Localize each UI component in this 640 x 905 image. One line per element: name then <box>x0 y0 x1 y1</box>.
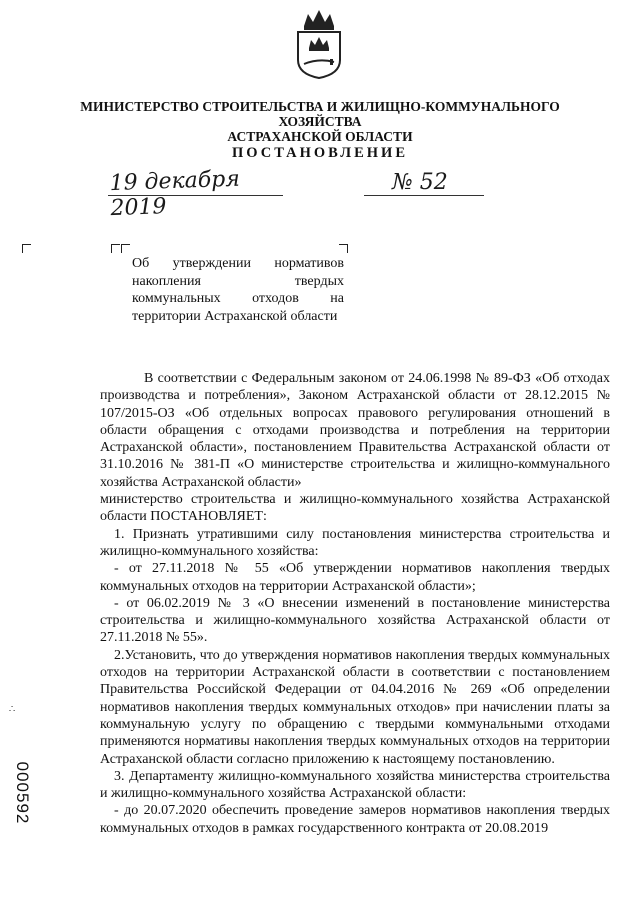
item-1-b: - от 06.02.2019 № 3 «О внесении изменений в постановление министерства строительства и жилищно-коммунального хозяйства Астраханской области от 27.11.2018 № 55». <box>100 595 610 646</box>
margin-mark: ∴ <box>8 704 16 715</box>
document-body <box>100 370 610 837</box>
handwritten-date: 19 декабря 2019 <box>109 166 241 222</box>
corner-mark <box>111 244 120 253</box>
document-type: ПОСТАНОВЛЕНИЕ <box>231 145 408 161</box>
corner-mark <box>339 244 348 253</box>
ministry-name <box>40 99 600 144</box>
document-subject: Об утверждении нормативов накопления твердых коммунальных отходов на территории Астраханской области <box>132 256 344 324</box>
number-underline <box>364 195 484 196</box>
item-3-a: - до 20.07.2020 обеспечить проведение замеров нормативов накопления твердых коммунальных отходов в рамках государственного контракта от 20.08.2019 <box>100 803 610 836</box>
registration-number: 000592 <box>13 761 32 825</box>
item-3: 3. Департаменту жилищно-коммунального хозяйства министерства строительства и жилищно-коммунального хозяйства Астраханской области: <box>100 768 610 802</box>
coat-of-arms-icon <box>294 8 344 80</box>
ministry-line-1: МИНИСТЕРСТВО СТРОИТЕЛЬСТВА И ЖИЛИЩНО-КОММУНАЛЬНОГО ХОЗЯЙСТВА <box>80 99 560 129</box>
item-1-a: - от 27.11.2018 № 55 «Об утверждении нормативов накопления твердых коммунальных отходов на территории Астраханской области»; <box>100 561 610 594</box>
item-2: 2.Установить, что до утверждения нормативов накопления твердых коммунальных отходов на территории Астраханской области в соответствии с постановлением Правительства Российской Федерации от 04.04.2016 № 269 «Об определении нормативов накопления твердых коммунальных отходов» при начислении платы за коммунальную услугу по обращению с твердыми коммунальными отходами применяются нормативы накопления твердых коммунальных отходов на территории Астраханской области согласно приложению к настоящему постановлению. <box>100 647 610 767</box>
ministry-line-2: АСТРАХАНСКОЙ ОБЛАСТИ <box>227 129 413 144</box>
corner-mark <box>22 244 31 253</box>
date-underline <box>108 195 283 196</box>
resolves-paragraph: министерство строительства и жилищно-коммунального хозяйства Астраханской области ПОСТАНОВЛЯЕТ: <box>100 492 610 525</box>
corner-mark <box>121 244 130 253</box>
intro-paragraph: В соответствии с Федеральным законом от 24.06.1998 № 89-ФЗ «Об отходах производства и потребления», Законом Астраханской области от 28.12.2015 № 107/2015-ОЗ «Об отдельных вопросах правового регулирования отношений в области обращения с отходами производства и потребления на территории Астраханской области», постановлением Правительства Астраханской области от 31.10.2016 № 381-П «О министерстве строительства и жилищно-коммунального хозяйства Астраханской области» <box>100 371 610 490</box>
handwritten-number: № 52 <box>392 170 448 195</box>
item-1: 1. Признать утратившими силу постановления министерства строительства и жилищно-коммунального хозяйства: <box>100 526 610 559</box>
